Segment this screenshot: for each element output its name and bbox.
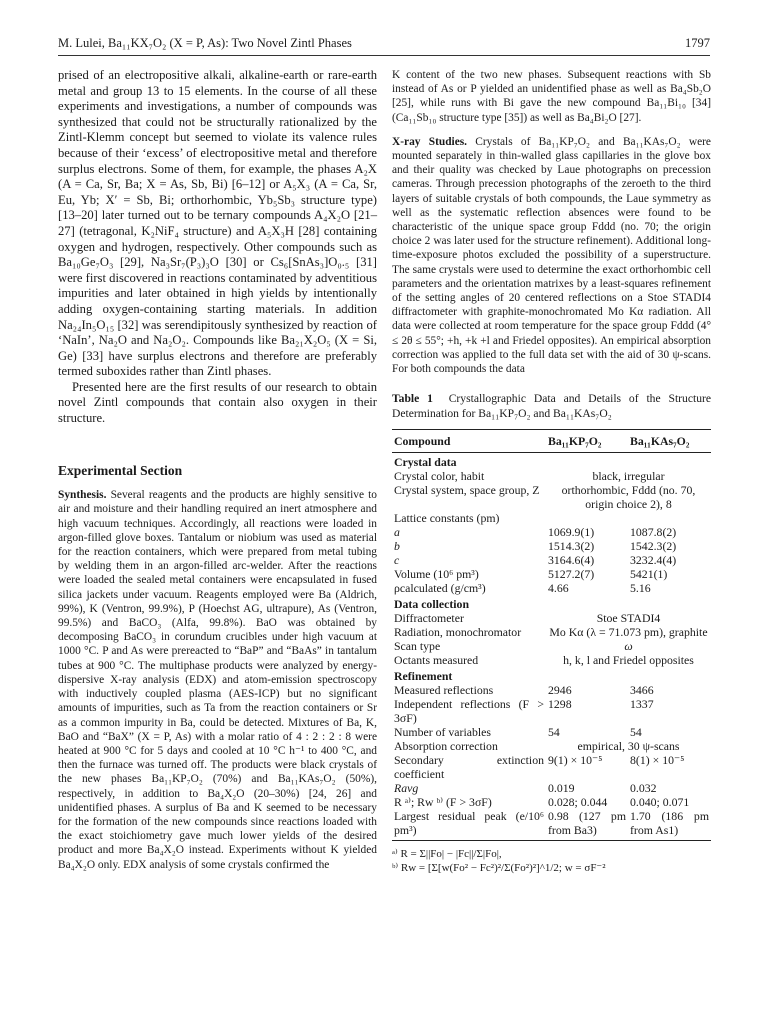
xray-paragraph bbox=[392, 135, 711, 376]
synthesis-runin: Synthesis. bbox=[58, 489, 107, 502]
left-column bbox=[58, 68, 377, 872]
table-header-row bbox=[392, 430, 711, 453]
col-header-compound: Compound bbox=[392, 430, 546, 453]
table-caption bbox=[392, 392, 711, 421]
table-row: a 1069.9(1) 1087.8(2) bbox=[394, 525, 677, 540]
col-header-as: Ba₁₁KAs₇O₂ bbox=[628, 430, 711, 453]
right-column bbox=[392, 68, 711, 875]
table-row: Radiation, monochromator Mo Kα (λ = 71.073 pm), graphite bbox=[394, 625, 708, 640]
table-caption-text: Crystallographic Data and Details of the Structure Determination for Ba₁₁KP₇O₂ and Ba₁₁KAs₇O₂ bbox=[392, 392, 711, 420]
table-row: Volume (10⁶ pm³) 5127.2(7) 5421(1) bbox=[394, 567, 668, 582]
table-row: c 3164.6(4) 3232.4(4) bbox=[394, 553, 677, 568]
table-row: b 1514.3(2) 1542.3(2) bbox=[394, 539, 677, 554]
table-row: Independent reflections (F > 3σF) 1298 1337 bbox=[394, 697, 654, 726]
table-row: Number of variables 54 54 bbox=[394, 725, 642, 740]
table-row: Largest residual peak (e/10⁶ pm³) 0.98 (127 pm from Ba3) 1.70 (186 pm from As1) bbox=[392, 809, 711, 841]
xray-text: Crystals of Ba₁₁KP₇O₂ and Ba₁₁KAs₇O₂ were mounted separately in thin-walled glass capillaries in the glove box and their quality was checked by Laue photographs on precession cameras. Through precession photographs of the zeroeth to the third layers of suitable crystals of both compounds, the Laue symmetry as well as the systematic reflection absences were found to be characteristic of the unique space group Fddd (no. 70; the origin choice 2 was later used for the structure refinement). Additional long-time-exposure photos excluded the possibility of a superstructure. The same crystals were used to determine the exact orthorhombic cell parameters and the orientation matrixes by a least-squares refinement of the setting angles of 20 centered reflections on a Stoe STADI4 diffractometer with graphite-monochromated Mo Kα radiation. All data were collected at room temperature for the space group Fddd (4° ≤ 2θ ≤ 55°; +h, +k +l and Friedel opposites). An empirical absorption correction was applied to the full data set with the aid of 30 ψ-scans. For both compounds the data bbox=[392, 135, 711, 376]
running-header: M. Lulei, Ba₁₁KX₇O₂ (X = P, As): Two Novel Zintl Phases bbox=[58, 36, 352, 50]
table-section-row: Crystal data bbox=[394, 455, 457, 470]
table-row: Crystal system, space group, Z orthorhombic, Fddd (no. 70, origin choice 2), 8 bbox=[394, 483, 696, 512]
table-section-row: Refinement bbox=[394, 669, 453, 684]
table-row: Secondary extinction coefficient 9(1) × 10⁻⁵ 8(1) × 10⁻⁵ bbox=[394, 753, 685, 782]
section-heading: Experimental Section bbox=[58, 462, 183, 478]
table-label: Table 1 bbox=[392, 392, 433, 406]
page-number: 1797 bbox=[685, 36, 710, 50]
continuation-paragraph: K content of the two new phases. Subsequent reactions with Sb instead of As or P yielded an unidentified phase as well as Ba₄Sb₂O [25], while runs with Bi gave the new compound Ba₁₁Bi₁₀ [34] (Ca₁₁Sb₁₀ structure type [35]) as well as Ba₄Bi₂O [27]. bbox=[392, 69, 711, 124]
footnote-b: ᵇ⁾ Rw = [Σ[w(Fo² − Fc²)²/Σ(Fo²)²]^1/2; w = σF⁻² bbox=[392, 862, 606, 875]
synthesis-paragraph bbox=[58, 488, 377, 871]
table-row: Measured reflections 2946 3466 bbox=[394, 683, 654, 698]
table-row: Diffractometer Stoe STADI4 bbox=[394, 611, 661, 626]
intro-paragraph: prised of an electropositive alkali, alkaline-earth or rare-earth metal and group 13 to 15 elements. In the course of all these experiments and investigations, a number of compounds was synthesized that could not be structurally rationalized by the Zintl-Klemm concept but seemed to violate its valence rules because of their ‘excess’ of electropositive metal and therefore surplus electrons. Some of them, for example, the phases A₂X (A = Ca, Sr, Ba; X = As, Sb, Bi) [6–12] or A₅X₃ (A = Ca, Sr, Eu, Yb; X′ = Sb, Bi; orthorhombic, Yb₅Sb₃ structure type) [13–20] later turned out to be ternary compounds A₄X₂O [21–27] (tetragonal, K₂NiF₄ structure) and A₅X₃H [28] containing oxygen and hydrogen, respectively. Other compounds such as Ba₁₀Ge₇O₃ [29], Na₃Sr₇(P₃)₃O [30] or Cs₆[SnAs₃]O₀.₅ [31] were first discovered in reactions contaminated by adventitious impurities and later obtained in high yields by intentionally adding oxygen-containing starting materials. In addition Na₂₄In₅O₁₅ [32] was serendipitously synthesized by reaction of ‘NaIn’, Na₂O and Na₂O₂. Compounds like Ba₂₁X₂O₅ (X = Si, Ge) [33] have surplus electrons and therefore are preferably termed suboxides rather than Zintl phases. bbox=[58, 68, 377, 379]
table-row: R ᵃ⁾; Rw ᵇ⁾ (F > 3σF) 0.028; 0.044 0.040; 0.071 bbox=[394, 795, 690, 810]
table-row: Scan type ω bbox=[394, 639, 633, 654]
header-rule bbox=[58, 55, 710, 56]
table-row: Octants measured h, k, l and Friedel opposites bbox=[394, 653, 694, 668]
col-header-p: Ba₁₁KP₇O₂ bbox=[546, 430, 628, 453]
table-section-row: Data collection bbox=[394, 597, 470, 612]
crystallographic-table bbox=[392, 429, 711, 841]
table-footnotes bbox=[392, 847, 711, 875]
table-row: ρcalculated (g/cm³) 4.66 5.16 bbox=[394, 581, 651, 596]
table-row: Crystal color, habit black, irregular bbox=[394, 469, 665, 484]
footnote-a: ᵃ⁾ R = Σ||Fo| − |Fc||/Σ|Fo|, bbox=[392, 848, 502, 861]
table-row: Ravg 0.019 0.032 bbox=[394, 781, 657, 796]
table-row: Lattice constants (pm) bbox=[394, 511, 500, 526]
synthesis-text: Several reagents and the products are highly sensitive to air and moisture and their handling required an inert atmosphere and high vacuum techniques. Accordingly, all reactions were loaded in argon-filled glove boxes. Tantalum or niobium was used as material for the reaction containers, which were prepared from metal tubing by welding them in an argon-filled arc-welder. After the reactions were loaded the sealed metal containers were encapsulated in fused silica jackets under vacuum. Reagents employed were Ba (Aldrich, 99%), K (Ventron, 99.9%), P (Hoechst AG, ultrapure), As (Ventron, 99.5%) and BaCO₃ (Alfa, 99.8%). BaO was obtained by decomposing BaCO₃ in corundum crucibles under high vacuum at 1000 °C. P and As were prereacted to “BaP” and “BaAs” in tantalum tubes at 900 °C. The multiphase products were analyzed by energy-dispersive X-ray analysis (EDX) and atom-emission spectroscopy with inductively coupled plasma (AES-ICP) but no significant amounts of impurities, such as Ta from the reaction containers or Sr as a common impurity in Ba, could be detected. Mixtures of Ba, K, BaO and “BaX” (X = P, As) with a molar ratio of 4 : 2 : 2 : 8 were heated at 900 °C for 5 days and cooled at 10 °C h⁻¹ to 400 °C, and then the furnace was turned off. The products were black crystals of the new phases Ba₁₁KP₇O₂ (70%) and Ba₁₁KAs₇O₂ (50%), respectively, in addition to Ba₄X₂O (20–30%) [24, 26] and unidentified phases. A surplus of Ba and K seemed to be necessary for the formation of the new compounds since reactions loaded with the exact stoichiometry gave much lower yields of the desired product and more Ba₄X₂O instead. Experiments without K yielded Ba₄X₂O only. EDX analysis of some crystals confirmed the bbox=[58, 489, 377, 871]
intro-paragraph-2: Presented here are the first results of our research to obtain novel Zintl compounds that contain also oxygen in their structure. bbox=[58, 379, 377, 426]
table-row: Absorption correction empirical, 30 ψ-scans bbox=[394, 739, 680, 754]
xray-runin: X-ray Studies. bbox=[392, 135, 468, 148]
